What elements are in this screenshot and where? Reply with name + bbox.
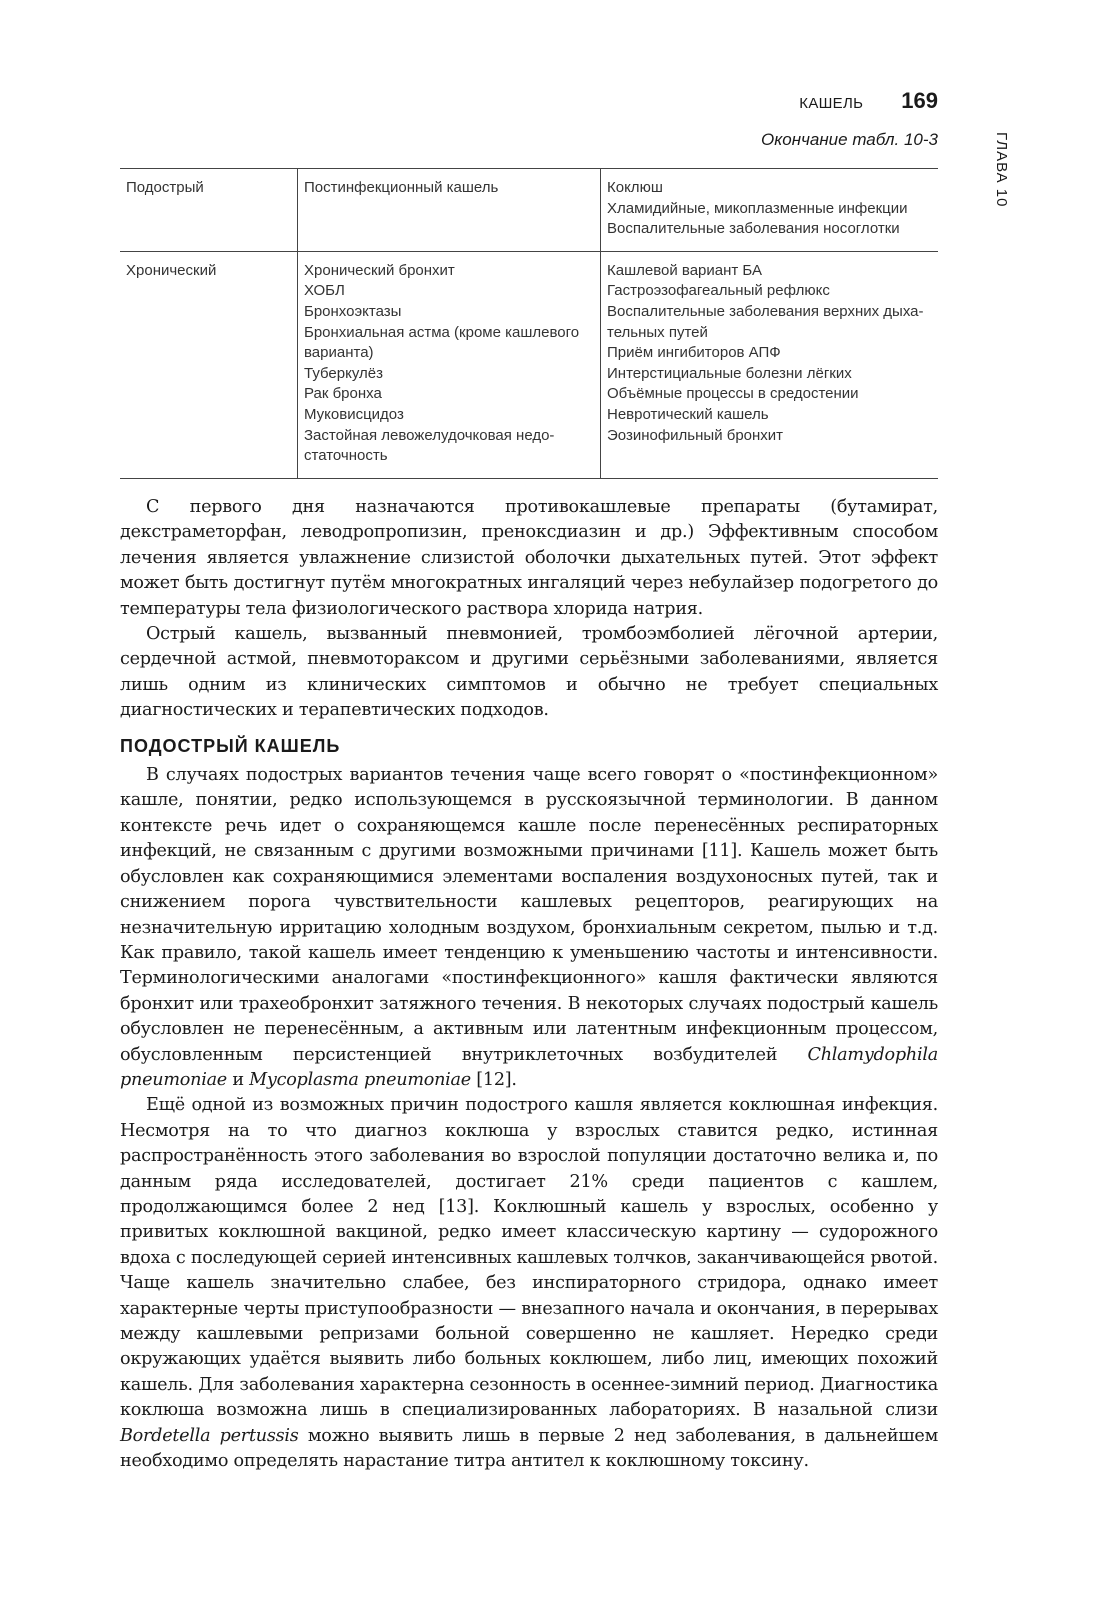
cause-item: Застойная левожелудочковая недо-	[304, 426, 555, 444]
cause-item: Невротический кашель	[607, 405, 769, 423]
cause-item: Интерстициальные болезни лёгких	[607, 364, 852, 382]
cause-item: Кашлевой вариант БА	[607, 261, 762, 279]
cause-item: Объёмные процессы в средостении	[607, 385, 859, 403]
causes-cell	[298, 251, 601, 478]
causes-table	[120, 168, 938, 479]
cause-item: Коклюш	[607, 179, 663, 196]
cause-item: Постинфекционный кашель	[304, 179, 499, 196]
paragraph: В случаях подострых вариантов течения чаще всего говорят о «постинфекционном» кашле, понятии, редко использующемся в русскоязычной терминологии. В данном контексте речь идет о сохраняющемся кашле после перенесённых респираторных инфекций, не связанным с другими возможными причинами [11]. Кашель может быть обусловлен как сохраняющимися элементами воспаления воздухоносных путей, так и снижением порога чувствительности кашлевых рецепторов, реагирующих на незначительную ирритацию холодным воздухом, бронхиальным секретом, пылью и т.д. Как правило, такой кашель имеет тенденцию к уменьшению частоты и интенсивности. Терминологическими аналогами «постинфекционного» кашля фактически являются бронхит или трахеобронхит затяжного течения. В некоторых случаях подострый кашель обусловлен не перенесённым, а активным или латентным инфекционным процессом, обусловленным персистенцией внутриклеточных возбудителей Chlamydophila pneumoniae и Mycoplasma pneumoniae [12].	[120, 765, 938, 1090]
cause-item: Хламидийные, микоплазменные инфекции	[607, 199, 908, 217]
causes-cell	[601, 169, 939, 252]
cause-item: варианта)	[304, 344, 374, 362]
cause-item: Бронхоэктазы	[304, 302, 402, 320]
causes-cell	[298, 169, 601, 252]
causes-cell	[601, 251, 939, 478]
cause-item: Муковисцидоз	[304, 405, 404, 423]
cause-item: статочность	[304, 447, 388, 465]
paragraph: С первого дня назначаются противокашлевые препараты (бутамират, декстраметорфан, леводропропизин, преноксдиазин и др.) Эффективным способом лечения является увлажнение слизистой оболочки дыхательных путей. Этот эффект может быть достигнут путём многократных ингаляций через небулайзер подогретого до температуры тела физиологического раствора хлорида натрия.	[120, 497, 938, 619]
cause-item: Бронхиальная астма (кроме кашлевого	[304, 323, 580, 341]
paragraph: Острый кашель, вызванный пневмонией, тромбоэмболией лёгочной артерии, сердечной астмой, пневмотораксом и другими серьёзными заболеваниями, является лишь одним из клинических симптомов и обычно не требует специальных диагностических и терапевтических подходов.	[120, 624, 938, 721]
cause-item: Гастроэзофагеальный рефлюкс	[607, 282, 830, 300]
section-heading: ПОДОСТРЫЙ КАШЕЛЬ	[120, 735, 341, 756]
cough-type-cell: Подострый	[120, 169, 298, 252]
cough-type-cell: Хронический	[120, 251, 298, 478]
running-head	[799, 88, 938, 114]
cause-item: тельных путей	[607, 323, 708, 341]
paragraph: Ещё одной из возможных причин подострого кашля является коклюшная инфекция. Несмотря на то что диагноз коклюша у взрослых ставится редко, истинная распространённость этого заболевания во взрослой популяции достаточно велика и, по данным ряда исследователей, достигает 21% среди пациентов с кашлем, продолжающимся более 2 нед [13]. Коклюшный кашель у взрослых, особенно у привитых коклюшной вакциной, редко имеет классическую картину — судорожного вдоха с последующей серией интенсивных кашлевых толчков, заканчивающейся рвотой. Чаще кашель значительно слабее, без инспираторного стридора, однако имеет характерные черты приступообразности — внезапного начала и окончания, в перерывах между кашлевыми репризами больной совершенно не кашляет. Нередко среди окружающих удаётся выявить либо больных коклюшем, либо лиц, имеющих похожий кашель. Для заболевания характерна сезонность в осеннее-зимний период. Диагностика коклюша возможна лишь в специализированных лабораториях. В назальной слизи Bordetella pertussis можно выявить лишь в первые 2 нед заболевания, в дальнейшем необходимо определять нарастание титра антител к коклюшному токсину.	[120, 1095, 939, 1472]
cause-item: Рак бронха	[304, 385, 382, 403]
page-number: 169	[901, 88, 938, 113]
cause-item: Воспалительные заболевания носоглотки	[607, 220, 900, 238]
cause-item: Эозинофильный бронхит	[607, 426, 784, 444]
body-text	[120, 495, 938, 1474]
cause-item: Воспалительные заболевания верхних дыха-	[607, 302, 924, 320]
chapter-side-tab: ГЛАВА 10	[993, 132, 1010, 208]
cause-item: Хронический бронхит	[304, 261, 455, 279]
table-row	[120, 169, 938, 252]
section-title: КАШЕЛЬ	[799, 95, 864, 112]
table-row	[120, 251, 938, 478]
cause-item: Туберкулёз	[304, 364, 383, 382]
cause-item: Приём ингибиторов АПФ	[607, 344, 781, 362]
cause-item: ХОБЛ	[304, 282, 345, 300]
table-caption: Окончание табл. 10-3	[761, 130, 938, 149]
